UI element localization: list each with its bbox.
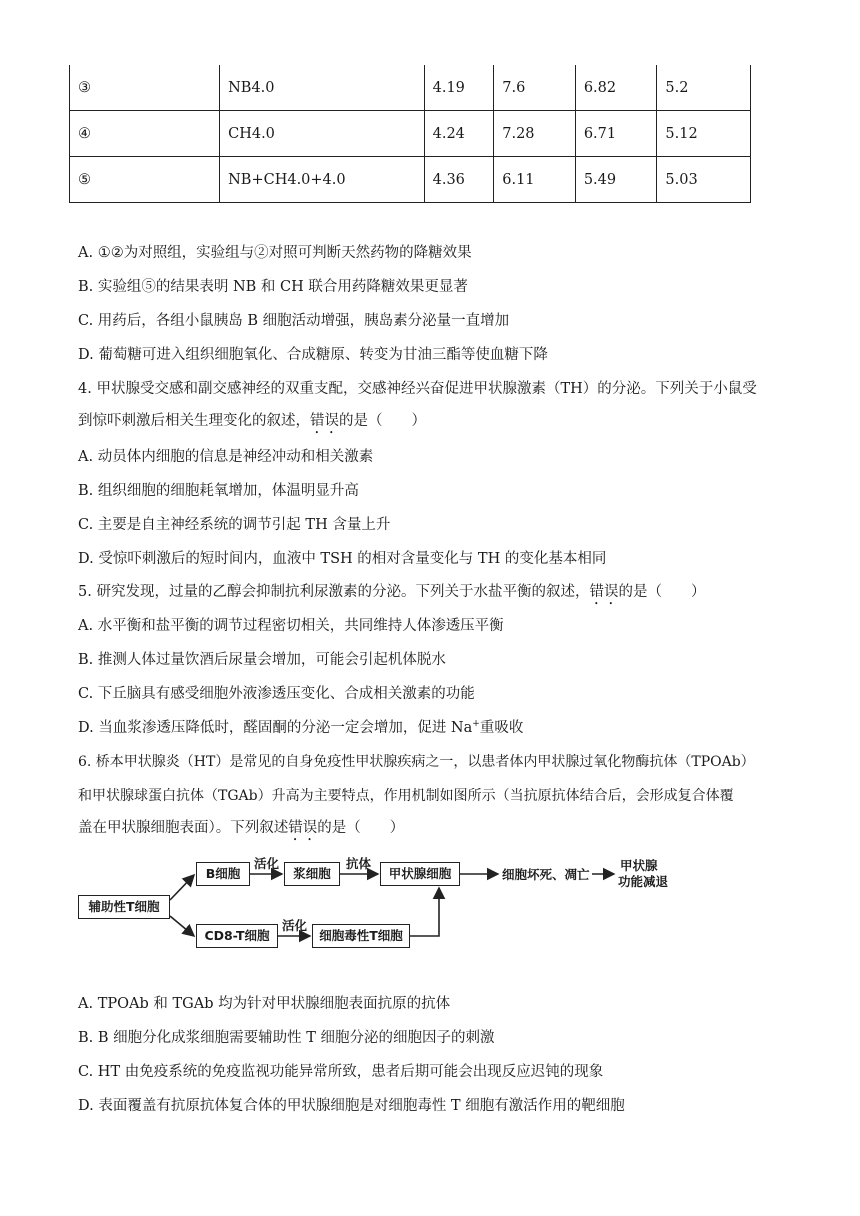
cell-value: 6.82 — [575, 65, 657, 111]
q5-option-a: A. 水平衡和盐平衡的调节过程密切相关，共同维持人体渗透压平衡 — [78, 618, 504, 634]
q3-option-a: A. ①②为对照组，实验组与②对照可判断天然药物的降糖效果 — [78, 245, 472, 261]
cell-group: NB+CH4.0+4.0 — [220, 157, 425, 203]
b-cell-box: B细胞 — [196, 862, 250, 886]
q4-stem-line1: 4. 甲状腺受交感和副交感神经的双重支配，交感神经兴奋促进甲状腺激素（TH）的分泌。下列关于小鼠受 — [78, 381, 757, 397]
arrow-cytotoxic-to-thyroid — [410, 888, 439, 936]
q3-option-d: D. 葡萄糖可进入组织细胞氧化、合成糖原、转变为甘油三酯等使血糖下降 — [78, 347, 548, 363]
q4-option-a: A. 动员体内细胞的信息是神经冲动和相关激素 — [78, 449, 374, 465]
arrow-helper-to-cd8 — [170, 916, 194, 936]
q5-option-b: B. 推测人体过量饮酒后尿量会增加，可能会引起机体脱水 — [78, 652, 446, 668]
table-row — [70, 111, 751, 157]
cell-value: 4.36 — [424, 157, 494, 203]
cell-value: 5.49 — [575, 157, 657, 203]
q6-option-d: D. 表面覆盖有抗原抗体复合体的甲状腺细胞是对细胞毒性 T 细胞有激活作用的靶细胞 — [78, 1098, 625, 1114]
label-result-line2: 功能减退 — [618, 874, 669, 889]
cell-id: ④ — [70, 111, 220, 157]
cell-value: 5.03 — [657, 157, 751, 203]
q3-option-b: B. 实验组⑤的结果表明 NB 和 CH 联合用药降糖效果更显著 — [78, 279, 468, 295]
emphasis-word: 错误 — [589, 584, 619, 600]
label-antibody: 抗体 — [346, 856, 372, 871]
q6-stem-line2: 和甲状腺球蛋白抗体（TGAb）升高为主要特点，作用机制如图所示（当抗原抗体结合后，会形成复合体覆 — [78, 788, 734, 804]
q5-stem: 5. 研究发现，过量的乙醇会抑制抗利尿激素的分泌。下列关于水盐平衡的叙述，错误的是（ ） — [78, 584, 706, 600]
cell-id: ③ — [70, 65, 220, 111]
cytotoxic-t-cell-box: 细胞毒性T细胞 — [312, 924, 410, 948]
mechanism-diagram — [78, 848, 718, 948]
q3-option-c: C. 用药后，各组小鼠胰岛 B 细胞活动增强，胰岛素分泌量一直增加 — [78, 313, 510, 329]
cell-value: 5.2 — [657, 65, 751, 111]
cd8-t-cell-box: CD8-T细胞 — [196, 924, 278, 948]
cell-value: 6.11 — [494, 157, 576, 203]
table-row — [70, 157, 751, 203]
cell-value: 7.28 — [494, 111, 576, 157]
arrow-helper-to-b — [170, 875, 194, 900]
q5-option-d: D. 当血浆渗透压降低时，醛固酮的分泌一定会增加，促进 Na+重吸收 — [78, 719, 524, 736]
q6-option-b: B. B 细胞分化成浆细胞需要辅助性 T 细胞分泌的细胞因子的刺激 — [78, 1030, 495, 1046]
label-result-line1: 甲状腺 — [620, 858, 658, 873]
emphasis-word: 错误 — [288, 820, 318, 836]
helper-t-cell-box: 辅助性T细胞 — [78, 895, 170, 919]
cell-group: NB4.0 — [220, 65, 425, 111]
q6-option-a: A. TPOAb 和 TGAb 均为针对甲状腺细胞表面抗原的抗体 — [78, 996, 451, 1012]
cell-value: 4.24 — [424, 111, 494, 157]
q4-stem-line2: 到惊吓刺激后相关生理变化的叙述，错误的是（ ） — [78, 413, 426, 429]
cell-value: 6.71 — [575, 111, 657, 157]
q4-option-c: C. 主要是自主神经系统的调节引起 TH 含量上升 — [78, 517, 391, 533]
q6-stem-line1: 6. 桥本甲状腺炎（HT）是常见的自身免疫性甲状腺疾病之一，以患者体内甲状腺过氧化物酶抗体（TPOAb） — [78, 754, 755, 770]
emphasis-word: 错误 — [310, 413, 339, 429]
cell-value: 4.19 — [424, 65, 494, 111]
label-activate-1: 活化 — [254, 856, 280, 871]
cell-id: ⑤ — [70, 157, 220, 203]
q5-option-c: C. 下丘脑具有感受细胞外液渗透压变化、合成相关激素的功能 — [78, 686, 475, 702]
plasma-cell-box: 浆细胞 — [284, 862, 340, 886]
label-cell-death: 细胞坏死、凋亡 — [502, 867, 590, 882]
results-table — [69, 65, 751, 203]
q6-option-c: C. HT 由免疫系统的免疫监视功能异常所致，患者后期可能会出现反应迟钝的现象 — [78, 1064, 604, 1080]
q4-option-d: D. 受惊吓刺激后的短时间内，血液中 TSH 的相对含量变化与 TH 的变化基本相同 — [78, 551, 607, 567]
q4-option-b: B. 组织细胞的细胞耗氧增加，体温明显升高 — [78, 483, 359, 499]
cell-group: CH4.0 — [220, 111, 425, 157]
cell-value: 7.6 — [494, 65, 576, 111]
cell-value: 5.12 — [657, 111, 751, 157]
thyroid-cell-box: 甲状腺细胞 — [380, 862, 460, 886]
table-row — [70, 65, 751, 111]
label-activate-2: 活化 — [282, 918, 308, 933]
q6-stem-line3: 盖在甲状腺细胞表面）。下列叙述错误的是（ ） — [78, 820, 405, 836]
